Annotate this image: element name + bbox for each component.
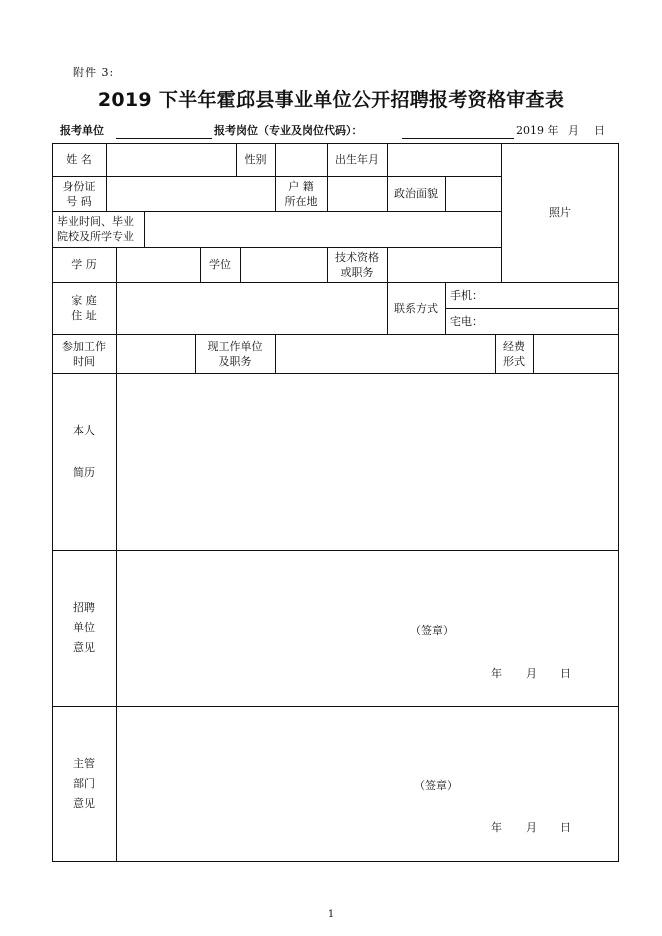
resume-label-line1: 本人	[73, 424, 95, 437]
gender-field[interactable]	[276, 144, 327, 176]
recruit-opinion-field[interactable]	[117, 551, 619, 706]
page-number: 1	[327, 909, 335, 920]
tech-qualification-field[interactable]	[388, 248, 501, 282]
education-label: 学 历	[71, 258, 97, 271]
apply-post-blank[interactable]	[402, 138, 514, 139]
address-label: 家 庭 住 址	[71, 294, 97, 322]
gender-label: 性别	[244, 153, 267, 166]
mobile-field[interactable]: 手机：	[450, 288, 483, 302]
tech-qualification-label: 技术资格 或职务	[335, 250, 379, 279]
current-unit-label: 现工作单位 及职务	[207, 339, 263, 368]
dept-seal: （签章）	[414, 779, 458, 792]
date-month: 月	[568, 124, 579, 137]
dept-sign-day: 日	[560, 821, 571, 834]
dept-sign-year: 年	[491, 821, 502, 834]
home-phone-field[interactable]: 宅电：	[450, 314, 483, 328]
funding-field[interactable]	[534, 335, 619, 373]
birth-label: 出生年月	[335, 153, 379, 166]
dept-opinion-field[interactable]	[117, 707, 619, 861]
recruit-sign-year: 年	[491, 667, 502, 680]
dept-opinion-label: 主管 部门 意见	[73, 757, 95, 810]
degree-label: 学位	[209, 258, 231, 271]
dept-sign-month: 月	[526, 821, 537, 834]
recruit-opinion-label: 招聘 单位 意见	[73, 601, 95, 654]
photo-area[interactable]: 照片	[549, 206, 571, 219]
resume-label-line2: 简历	[73, 466, 95, 479]
apply-unit-label: 报考单位	[60, 124, 104, 137]
education-field[interactable]	[117, 248, 200, 282]
hukou-field[interactable]	[328, 177, 387, 211]
name-label: 姓 名	[66, 153, 92, 166]
current-unit-field[interactable]	[276, 335, 495, 373]
id-number-field[interactable]	[107, 177, 275, 211]
graduation-label: 毕业时间、毕业 院校及所学专业	[57, 215, 134, 243]
work-start-field[interactable]	[117, 335, 195, 373]
politics-field[interactable]	[446, 177, 501, 211]
contact-label: 联系方式	[394, 301, 438, 315]
date-day: 日	[594, 124, 605, 137]
recruit-seal: （签章）	[410, 624, 454, 637]
page-title: 2019 下半年霍邱县事业单位公开招聘报考资格审查表	[97, 89, 565, 111]
hukou-label: 户 籍 所在地	[284, 179, 318, 208]
politics-label: 政治面貌	[394, 187, 438, 200]
degree-field[interactable]	[241, 248, 327, 282]
attachment-label: 附件 3:	[73, 66, 115, 79]
date-year: 2019 年	[516, 124, 559, 137]
recruit-sign-day: 日	[560, 667, 571, 680]
birth-field[interactable]	[388, 144, 501, 176]
resume-field[interactable]	[117, 374, 619, 550]
work-start-label: 参加工作 时间	[62, 339, 106, 368]
apply-post-label: 报考岗位（专业及岗位代码）：	[214, 124, 363, 137]
graduation-field[interactable]	[145, 212, 501, 247]
id-number-label: 身份证 号 码	[62, 179, 96, 208]
name-field[interactable]	[107, 144, 236, 176]
address-field[interactable]	[117, 283, 387, 334]
funding-label: 经费 形式	[503, 339, 525, 368]
recruit-sign-month: 月	[526, 667, 537, 680]
apply-unit-blank[interactable]	[116, 138, 212, 139]
